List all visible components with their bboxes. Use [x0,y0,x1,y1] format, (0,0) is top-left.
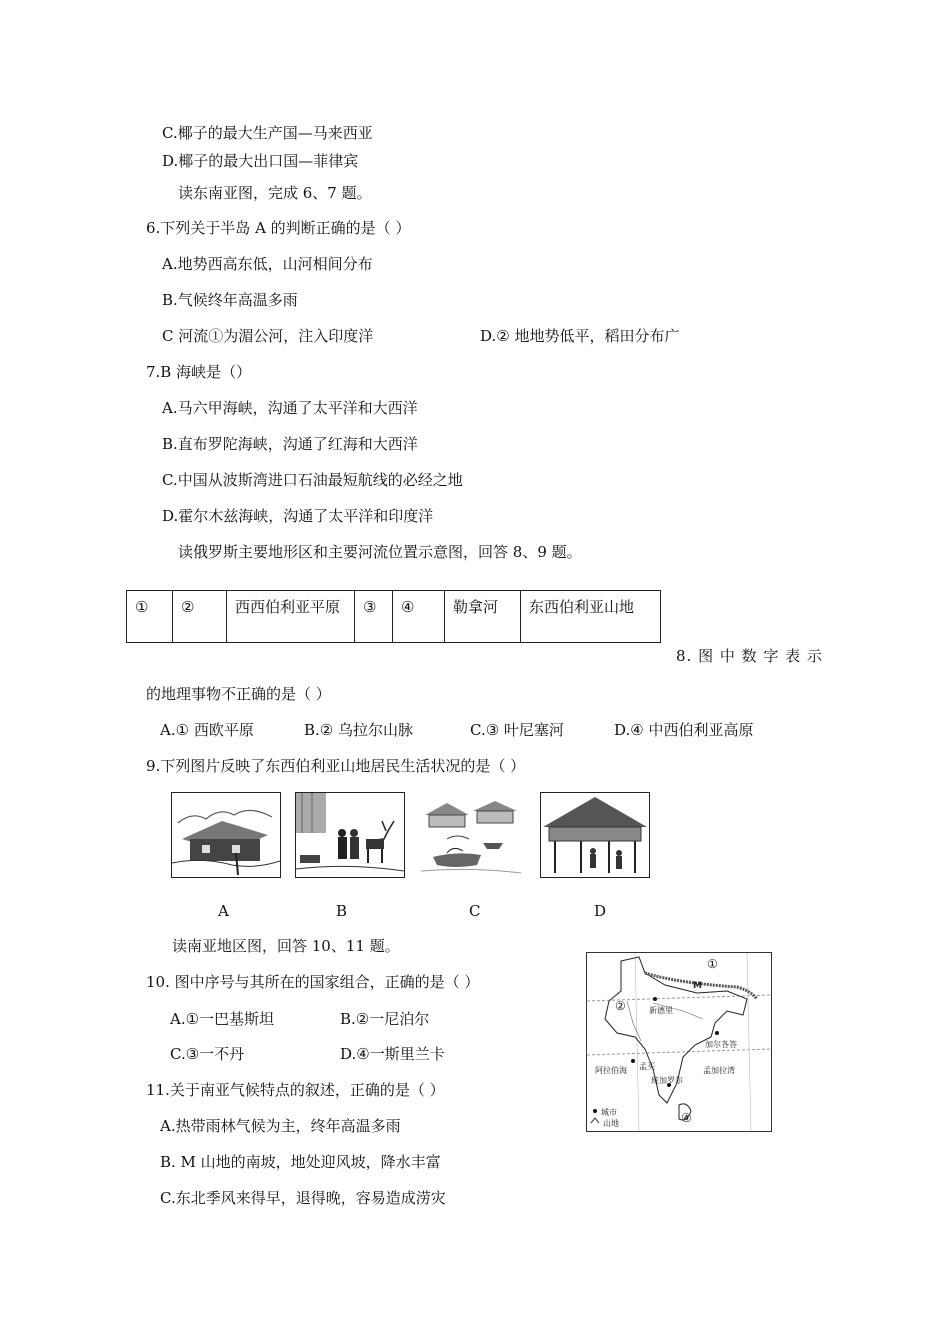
map-marker-1: ① [707,957,718,971]
picture-label-b: B [336,902,348,920]
table-cell: ② [173,591,227,643]
picture-label-a: A [218,902,229,920]
map-label-bangalore: 班加罗尔 [651,1076,683,1085]
picture-c-boats-river [416,792,526,878]
map-marker-4: ④ [681,1111,692,1125]
picture-b-reindeer-sled [295,792,405,878]
question-10-option-c: C.③一不丹 [170,1045,245,1063]
question-6-option-a: A.地势西高东低，山河相间分布 [162,255,373,273]
picture-label-c: C [469,902,481,920]
question-7-option-b: B.直布罗陀海峡，沟通了红海和大西洋 [162,435,418,453]
legend-mountain-label: 山地 [603,1119,619,1128]
option-c-text: C.椰子的最大生产国—马来西亚 [162,124,373,142]
question-6-option-c: C 河流①为湄公河，注入印度洋 [162,327,374,345]
question-10-option-a: A.①一巴基斯坦 [170,1010,275,1028]
picture-a-log-cabin [171,792,281,878]
question-11-option-b: B. M 山地的南坡，地处迎风坡，降水丰富 [160,1153,441,1171]
table-row [127,591,661,643]
map-label-delhi: 新德里 [649,1006,673,1015]
question-8-option-b: B.② 乌拉尔山脉 [304,721,414,739]
question-8-start: 8. 图 中 数 字 表 示 [676,647,823,665]
question-9: 9.下列图片反映了东西伯利亚山地居民生活状况的是（ ） [146,757,526,775]
map-marker-2: ② [615,999,626,1013]
question-8-option-d: D.④ 中西伯利亚高原 [614,721,754,739]
instruction-8-9: 读俄罗斯主要地形区和主要河流位置示意图，回答 8、9 题。 [178,543,582,561]
map-label-bay-of-bengal: 孟加拉湾 [703,1066,735,1075]
question-7-option-c: C.中国从波斯湾进口石油最短航线的必经之地 [162,471,463,489]
question-10-option-d: D.④一斯里兰卡 [340,1045,445,1063]
table-cell: ① [127,591,173,643]
question-6: 6.下列关于半岛 A 的判断正确的是（ ） [146,219,411,237]
table-cell: ③ [355,591,393,643]
question-8-option-a: A.① 西欧平原 [160,721,254,739]
south-asia-map [586,952,772,1132]
question-7-option-a: A.马六甲海峡，沟通了太平洋和大西洋 [162,399,418,417]
picture-d-stilt-house [540,792,650,878]
table-cell: 勒拿河 [445,591,521,643]
picture-label-d: D [594,902,607,920]
map-label-kolkata: 加尔各答 [705,1040,737,1049]
question-10: 10. 图中序号与其所在的国家组合，正确的是（ ） [146,973,480,991]
question-11-option-a: A.热带雨林气候为主，终年高温多雨 [160,1117,401,1135]
question-6-option-b: B.气候终年高温多雨 [162,291,298,309]
question-11: 11.关于南亚气候特点的叙述，正确的是（ ） [146,1081,445,1099]
question-7-option-d: D.霍尔木兹海峡，沟通了太平洋和印度洋 [162,507,434,525]
map-label-mumbai: 孟买 [639,1062,655,1071]
table-cell: 东西伯利亚山地 [521,591,661,643]
question-8-option-c: C.③ 叶尼塞河 [470,721,564,739]
question-11-option-c: C.东北季风来得早，退得晚，容易造成涝灾 [160,1189,446,1207]
question-10-option-b: B.②一尼泊尔 [340,1010,430,1028]
map-label-m: M [693,981,702,991]
question-6-option-d: D.② 地地势低平，稻田分布广 [480,327,680,345]
instruction-6-7: 读东南亚图，完成 6、7 题。 [178,184,372,202]
table-cell: 西西伯利亚平原 [227,591,355,643]
table-cell: ④ [393,591,445,643]
russia-landform-table [126,590,661,643]
legend-city-label: 城市 [601,1108,617,1117]
map-label-arabian-sea: 阿拉伯海 [595,1066,627,1075]
question-8-end: 的地理事物不正确的是（ ） [146,685,331,703]
option-d-text: D.椰子的最大出口国—菲律宾 [162,152,359,170]
question-7: 7.B 海峡是（） [146,363,252,381]
instruction-10-11: 读南亚地区图，回答 10、11 题。 [172,937,400,955]
